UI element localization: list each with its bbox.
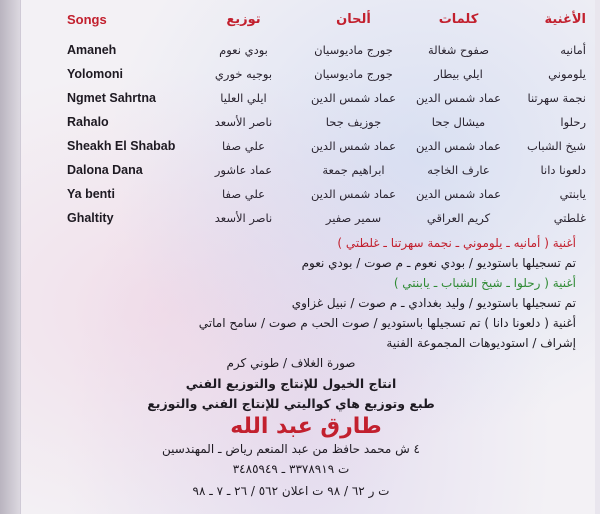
credit-supervision: إشراف / استوديوهات المجموعة الفنية: [386, 336, 576, 350]
song-distributor: علي صفا: [222, 187, 265, 201]
song-title-en: Ghaltity: [67, 211, 114, 225]
song-composer: جوزيف جحا: [325, 115, 382, 129]
song-title-ar: أمانيه: [560, 43, 586, 57]
song-lyricist: صفوح شغالة: [428, 43, 489, 57]
song-title-ar: غلطتي: [553, 211, 586, 225]
header-songs-en: Songs: [67, 12, 107, 27]
credit-songs-group-1: أغنية ( أمانيه ـ يلوموني ـ نجمة سهرتنا ـ غلطتي ): [337, 236, 576, 250]
song-distributor: ايلي العليا: [220, 91, 267, 105]
song-distributor: بوجيه خوري: [214, 67, 273, 81]
song-title-en: Ngmet Sahrtna: [67, 91, 156, 105]
song-composer: سمير صفير: [325, 211, 382, 225]
song-title-ar: نجمة سهرتنا: [527, 91, 586, 105]
table-header: [21, 8, 595, 32]
song-title-en: Ya benti: [67, 187, 115, 201]
credit-production: انتاج الخيول للإنتاج والتوزيع الفني: [185, 376, 397, 391]
song-composer: جورج ماديوسيان: [314, 43, 393, 57]
table-row: [21, 158, 595, 182]
song-title-en: Yolomoni: [67, 67, 124, 81]
credit-recording-1: تم تسجيلها باستوديو / بودي نعوم ـ م صوت / بودي نعوم: [301, 256, 576, 270]
song-title-ar: يابنتي: [559, 187, 586, 201]
credit-printing: طبع وتوزيع هاي كواليتي للإنتاج الفني والتوزيع: [147, 396, 435, 411]
header-composition: ألحان: [336, 12, 371, 27]
song-lyricist: كريم العراقي: [426, 211, 491, 225]
song-lyricist: عارف الخاجه: [427, 163, 490, 177]
header-song-ar: الأغنية: [544, 12, 586, 27]
owner-name: طارق عبد الله: [230, 414, 382, 439]
song-lyricist: عماد شمس الدين: [415, 139, 502, 153]
table-row: [21, 134, 595, 158]
song-lyricist: ايلي بيطار: [434, 67, 483, 81]
cd-back-cover: [20, 0, 595, 514]
song-composer: جورج ماديوسيان: [314, 67, 393, 81]
song-lyricist: عماد شمس الدين: [415, 187, 502, 201]
song-title-en: Sheakh El Shabab: [67, 139, 176, 153]
song-distributor: بودي نعوم: [219, 43, 268, 57]
song-composer: ابراهيم جمعة: [322, 163, 385, 177]
song-title-en: Rahalo: [67, 115, 109, 129]
song-distributor: ناصر الأسعد: [214, 211, 273, 225]
song-lyricist: ميشال جحا: [431, 115, 486, 129]
song-composer: عماد شمس الدين: [310, 91, 397, 105]
credit-recording-2: تم تسجيلها باستوديو / وليد بغدادي ـ م صوت / نبيل غزاوي: [291, 296, 576, 310]
table-row: [21, 86, 595, 110]
table-row: [21, 110, 595, 134]
credit-address: ٤ ش محمد حافظ من عبد المنعم رياض ـ المهندسين: [161, 442, 420, 456]
header-lyrics: كلمات: [438, 12, 479, 27]
song-distributor: عماد عاشور: [214, 163, 273, 177]
table-row: [21, 206, 595, 230]
song-composer: عماد شمس الدين: [310, 187, 397, 201]
credit-songs-group-2: أغنية ( رحلوا ـ شيخ الشباب ـ يابنتي ): [393, 276, 576, 290]
song-title-en: Amaneh: [67, 43, 117, 57]
song-title-ar: رحلوا: [560, 115, 586, 129]
table-row: [21, 182, 595, 206]
song-lyricist: عماد شمس الدين: [415, 91, 502, 105]
table-row: [21, 62, 595, 86]
header-distribution: توزيع: [226, 12, 261, 27]
song-distributor: ناصر الأسعد: [214, 115, 273, 129]
case-edge: [0, 0, 20, 514]
song-composer: عماد شمس الدين: [310, 139, 397, 153]
song-distributor: علي صفا: [222, 139, 265, 153]
credit-phone: ت ٣٣٧٨٩١٩ ـ ٣٤٨٥٩٤٩: [232, 462, 350, 476]
credit-cover-photo: صورة الغلاف / طوني كرم: [226, 356, 356, 370]
table-row: [21, 38, 595, 62]
song-title-en: Dalona Dana: [67, 163, 143, 177]
song-title-ar: يلوموني: [548, 67, 586, 81]
credit-recording-3: أغنية ( دلعونا دانا ) تم تسجيلها باستوديو / صوت الحب م صوت / سامح اماتي: [198, 316, 576, 330]
credit-registration: ت ر ٦٢ / ٩٨ ت اعلان ٥٦٢ / ٢٦ ـ ٧ ـ ٩٨: [192, 484, 390, 498]
song-title-ar: دلعونا دانا: [540, 163, 586, 177]
song-title-ar: شيخ الشباب: [527, 139, 586, 153]
